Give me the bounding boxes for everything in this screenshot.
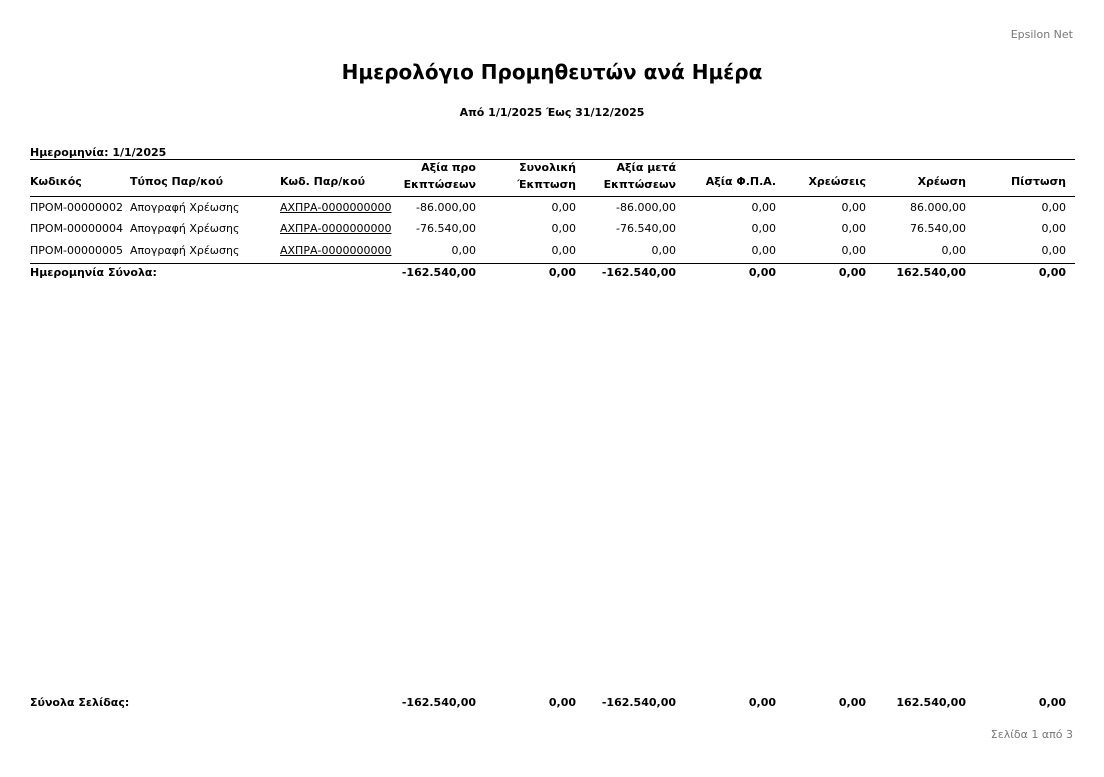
col-debit: Χρέωση <box>917 175 966 188</box>
col-doc-code: Κωδ. Παρ/κού <box>280 175 366 188</box>
totals-rule <box>30 263 1075 264</box>
row-debits: 0,00 <box>841 244 866 257</box>
date-totals-debits: 0,00 <box>838 266 866 279</box>
row-debits: 0,00 <box>841 222 866 235</box>
report-title: Ημερολόγιο Προμηθευτών ανά Ημέρα <box>341 60 763 84</box>
col-vat: Αξία Φ.Π.Α. <box>705 175 776 188</box>
date-totals-post-discount: -162.540,00 <box>601 266 676 279</box>
row-type: Απογραφή Χρέωσης <box>130 244 240 257</box>
row-code: ΠΡΟΜ-00000002 <box>30 201 124 214</box>
page-totals-vat: 0,00 <box>748 696 776 709</box>
row-post-discount: -76.540,00 <box>616 222 676 235</box>
row-credit: 0,00 <box>1041 244 1066 257</box>
page-totals-pre-discount: -162.540,00 <box>401 696 476 709</box>
date-totals-pre-discount: -162.540,00 <box>401 266 476 279</box>
row-vat: 0,00 <box>751 222 776 235</box>
row-post-discount: -86.000,00 <box>616 201 676 214</box>
col-pre-discount-line2: Εκπτώσεων <box>403 178 476 191</box>
row-code: ΠΡΟΜ-00000004 <box>30 222 124 235</box>
header-bottom-rule <box>30 196 1075 197</box>
row-credit: 0,00 <box>1041 201 1066 214</box>
page-totals-debit: 162.540,00 <box>896 696 966 709</box>
row-post-discount: 0,00 <box>651 244 676 257</box>
page-totals-total-discount: 0,00 <box>548 696 576 709</box>
date-totals-debit: 162.540,00 <box>896 266 966 279</box>
row-doc-link[interactable]: ΑΧΠΡΑ-0000000000 <box>280 201 392 214</box>
date-range: Από 1/1/2025 Έως 31/12/2025 <box>459 106 645 119</box>
row-total-discount: 0,00 <box>551 222 576 235</box>
date-totals-label: Ημερομηνία Σύνολα: <box>30 266 157 279</box>
row-code: ΠΡΟΜ-00000005 <box>30 244 124 257</box>
row-credit: 0,00 <box>1041 222 1066 235</box>
col-pre-discount-line1: Αξία προ <box>421 161 476 174</box>
row-pre-discount: 0,00 <box>451 244 476 257</box>
row-debit: 86.000,00 <box>910 201 966 214</box>
col-post-discount-line2: Εκπτώσεων <box>603 178 676 191</box>
col-debits: Χρεώσεις <box>808 175 866 188</box>
date-totals-vat: 0,00 <box>748 266 776 279</box>
date-totals-total-discount: 0,00 <box>548 266 576 279</box>
row-debit: 76.540,00 <box>910 222 966 235</box>
row-doc-link[interactable]: ΑΧΠΡΑ-0000000000 <box>280 244 392 257</box>
row-vat: 0,00 <box>751 201 776 214</box>
page-totals-label: Σύνολα Σελίδας: <box>30 696 130 709</box>
page-number: Σελίδα 1 από 3 <box>990 728 1073 741</box>
row-doc-link[interactable]: ΑΧΠΡΑ-0000000000 <box>280 222 392 235</box>
row-total-discount: 0,00 <box>551 244 576 257</box>
row-type: Απογραφή Χρέωσης <box>130 201 240 214</box>
col-post-discount-line1: Αξία μετά <box>616 161 676 174</box>
row-pre-discount: -76.540,00 <box>416 222 476 235</box>
col-total-discount-line2: Έκπτωση <box>517 178 576 191</box>
col-total-discount-line1: Συνολική <box>519 161 576 174</box>
group-date-label: Ημερομηνία: 1/1/2025 <box>30 146 167 159</box>
row-debit: 0,00 <box>941 244 966 257</box>
page-totals-credit: 0,00 <box>1038 696 1066 709</box>
page-totals-debits: 0,00 <box>838 696 866 709</box>
col-type: Τύπος Παρ/κού <box>130 175 223 188</box>
row-type: Απογραφή Χρέωσης <box>130 222 240 235</box>
row-vat: 0,00 <box>751 244 776 257</box>
row-debits: 0,00 <box>841 201 866 214</box>
row-pre-discount: -86.000,00 <box>416 201 476 214</box>
col-code: Κωδικός <box>30 175 82 188</box>
col-credit: Πίστωση <box>1010 175 1066 188</box>
brand-label: Epsilon Net <box>1010 28 1073 41</box>
page-totals-post-discount: -162.540,00 <box>601 696 676 709</box>
row-total-discount: 0,00 <box>551 201 576 214</box>
date-totals-credit: 0,00 <box>1038 266 1066 279</box>
